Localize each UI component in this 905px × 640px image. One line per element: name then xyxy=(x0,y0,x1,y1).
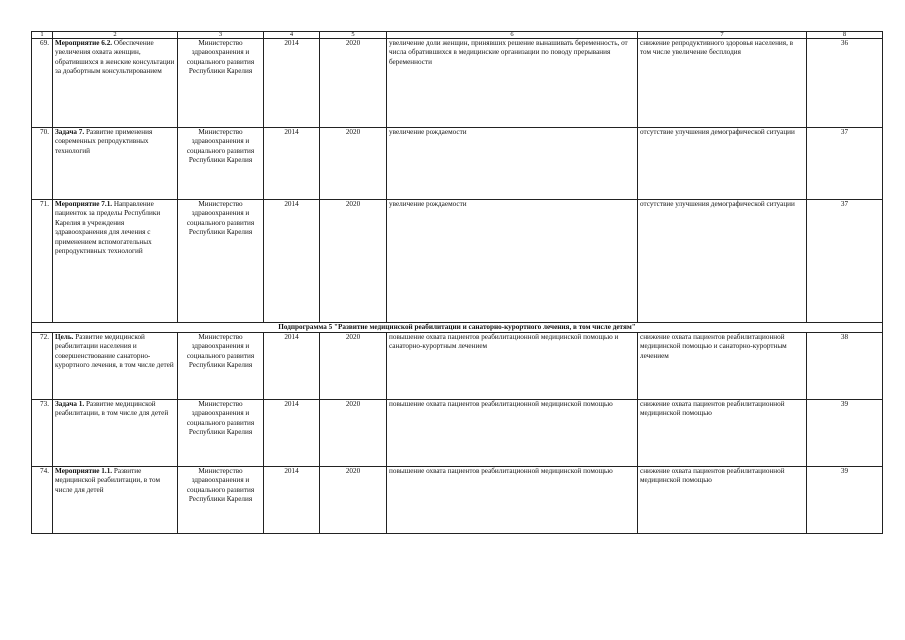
executor: Министерство здравоохранения и социального развития Республики Карелия xyxy=(178,333,264,400)
measures-table xyxy=(31,31,883,534)
start-year: 2014 xyxy=(264,400,320,467)
measure-name xyxy=(53,400,178,467)
indicator-link: 36 xyxy=(807,39,883,128)
measure-title-bold: Задача 7. xyxy=(55,128,85,136)
indicator-link: 37 xyxy=(807,200,883,323)
end-year: 2020 xyxy=(320,400,387,467)
end-year: 2020 xyxy=(320,467,387,534)
measure-title-bold: Мероприятие 7.1. xyxy=(55,200,113,208)
row-number: 70. xyxy=(32,128,53,200)
expected-result: увеличение рождаемости xyxy=(387,200,638,323)
end-year: 2020 xyxy=(320,333,387,400)
expected-result: увеличение рождаемости xyxy=(387,128,638,200)
row-number: 72. xyxy=(32,333,53,400)
start-year: 2014 xyxy=(264,128,320,200)
consequence: отсутствие улучшения демографической ситуации xyxy=(638,200,807,323)
expected-result: повышение охвата пациентов реабилитационной медицинской помощью xyxy=(387,467,638,534)
indicator-link: 39 xyxy=(807,467,883,534)
table-row xyxy=(32,39,883,128)
executor: Министерство здравоохранения и социального развития Республики Карелия xyxy=(178,39,264,128)
measure-title-text: Развитие применения современных репродуктивных технологий xyxy=(55,128,153,155)
measure-title-text: Развитие медицинской реабилитации, в том числе для детей xyxy=(55,467,161,494)
executor: Министерство здравоохранения и социального развития Республики Карелия xyxy=(178,400,264,467)
indicator-link: 37 xyxy=(807,128,883,200)
executor: Министерство здравоохранения и социального развития Республики Карелия xyxy=(178,467,264,534)
start-year: 2014 xyxy=(264,200,320,323)
column-header: 4 xyxy=(264,32,320,39)
measure-title-text: Развитие медицинской реабилитации населения и совершенствование санаторно-курортного лечения, в том числе детей xyxy=(55,333,174,370)
consequence: снижение репродуктивного здоровья населения, в том числе увеличение бесплодия xyxy=(638,39,807,128)
column-header: 7 xyxy=(638,32,807,39)
executor: Министерство здравоохранения и социального развития Республики Карелия xyxy=(178,200,264,323)
end-year: 2020 xyxy=(320,39,387,128)
column-header: 8 xyxy=(807,32,883,39)
expected-result: увеличение доли женщин, принявших решение вынашивать беременность, от числа обратившихся в медицинские организации по поводу прерывания беременности xyxy=(387,39,638,128)
table-row xyxy=(32,200,883,323)
measure-name xyxy=(53,39,178,128)
start-year: 2014 xyxy=(264,39,320,128)
subprogram-title: Подпрограмма 5 "Развитие медицинской реабилитации и санаторно-курортного лечения, в том числе детям" xyxy=(32,323,883,333)
measure-name xyxy=(53,333,178,400)
column-header: 3 xyxy=(178,32,264,39)
column-header: 6 xyxy=(387,32,638,39)
consequence: отсутствие улучшения демографической ситуации xyxy=(638,128,807,200)
row-number: 69. xyxy=(32,39,53,128)
end-year: 2020 xyxy=(320,128,387,200)
indicator-link: 38 xyxy=(807,333,883,400)
start-year: 2014 xyxy=(264,467,320,534)
expected-result: повышение охвата пациентов реабилитационной медицинской помощью и санаторно-курортным лечением xyxy=(387,333,638,400)
section-row xyxy=(32,323,883,333)
consequence: снижение охвата пациентов реабилитационной медицинской помощью и санаторно-курортным лечением xyxy=(638,333,807,400)
row-number: 73. xyxy=(32,400,53,467)
start-year: 2014 xyxy=(264,333,320,400)
end-year: 2020 xyxy=(320,200,387,323)
measure-title-bold: Мероприятие 1.1. xyxy=(55,467,113,475)
measure-name xyxy=(53,467,178,534)
column-header: 2 xyxy=(53,32,178,39)
executor: Министерство здравоохранения и социального развития Республики Карелия xyxy=(178,128,264,200)
consequence: снижение охвата пациентов реабилитационной медицинской помощью xyxy=(638,467,807,534)
table-row xyxy=(32,400,883,467)
indicator-link: 39 xyxy=(807,400,883,467)
table-row xyxy=(32,128,883,200)
table-row xyxy=(32,333,883,400)
column-header-row xyxy=(32,32,883,39)
measure-name xyxy=(53,200,178,323)
measure-title-bold: Задача 1. xyxy=(55,400,85,408)
row-number: 71. xyxy=(32,200,53,323)
expected-result: повышение охвата пациентов реабилитационной медицинской помощью xyxy=(387,400,638,467)
consequence: снижение охвата пациентов реабилитационной медицинской помощью xyxy=(638,400,807,467)
measure-title-bold: Мероприятие 6.2. xyxy=(55,39,113,47)
row-number: 74. xyxy=(32,467,53,534)
measure-title-bold: Цель. xyxy=(55,333,74,341)
measure-title-text: Обеспечение увеличения охвата женщин, обратившихся в женские консультации за доабортным консультированием xyxy=(55,39,175,76)
table-row xyxy=(32,467,883,534)
column-header: 1 xyxy=(32,32,53,39)
measure-name xyxy=(53,128,178,200)
column-header: 5 xyxy=(320,32,387,39)
measure-title-text: Развитие медицинской реабилитации, в том числе для детей xyxy=(55,400,169,418)
measure-title-text: Направление пациенток за пределы Республики Карелия в учреждения здравоохранения для лечения с применением вспомогательных репродуктивных технологий xyxy=(55,200,161,256)
